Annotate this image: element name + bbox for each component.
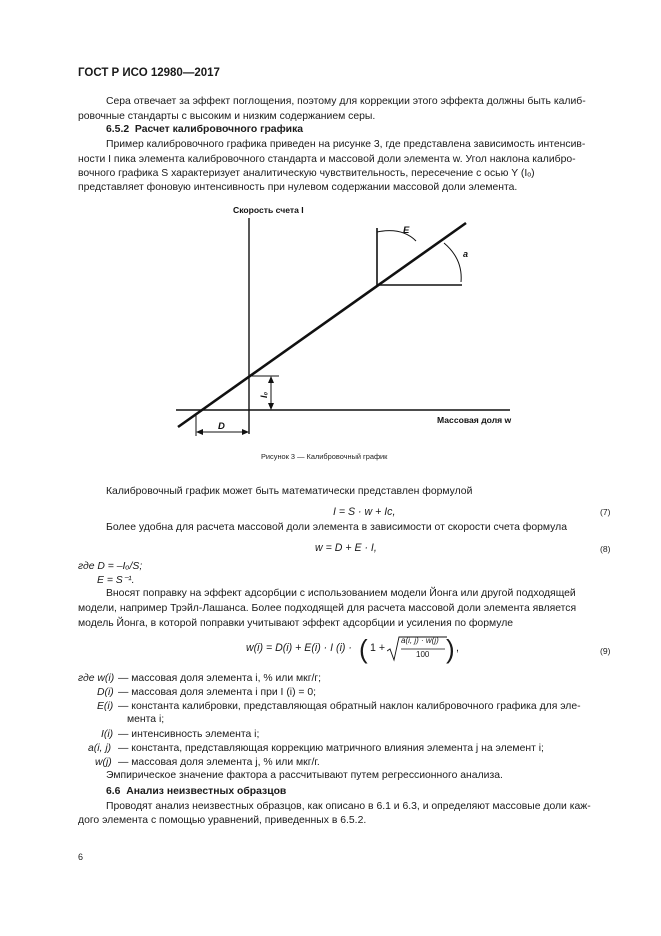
figure-caption: Рисунок 3 — Калибровочный график xyxy=(261,452,388,461)
definition-symbol: где w(i) xyxy=(78,673,115,684)
paragraph-line: Более удобна для расчета массовой доли элемента в зависимости от скорости счета формула xyxy=(106,522,567,533)
eq9-comma: , xyxy=(456,642,459,654)
section-number: 6.6 xyxy=(106,786,121,797)
paragraph-line: представляет фоновую интенсивность при нулевом содержании массовой доли элемента. xyxy=(78,182,518,193)
section-number: 6.5.2 xyxy=(106,124,130,135)
paragraph-line: модель Йонга, в которой поправки учитывают эффект адсорбции и усиления по формуле xyxy=(78,618,514,629)
definition-symbol: w(j) xyxy=(95,757,112,768)
paragraph-line: ровочные стандарты с высоким и низким содержанием серы. xyxy=(78,111,376,122)
eq9-lhs: w(i) = D(i) + E(i) · I (i) · xyxy=(246,642,352,654)
section-title: Анализ неизвестных образцов xyxy=(126,786,287,797)
paragraph-line: дого элемента с помощью уравнений, приведенных в 6.5.2. xyxy=(78,815,367,826)
arc-a xyxy=(444,243,461,282)
paragraph-line: модели, например Трэйл-Лашанса. Более подходящей для расчета массовой доли элемента является xyxy=(78,603,577,614)
document-header: ГОСТ Р ИСО 12980—2017 xyxy=(78,67,220,79)
page-number: 6 xyxy=(78,852,84,862)
equation-7-number: (7) xyxy=(600,507,611,517)
where-e: E = S⁻¹. xyxy=(97,575,135,586)
definition-text: — константа калибровки, представляющая обратный наклон калибровочного графика для эле- xyxy=(118,701,581,712)
equation-9 xyxy=(246,634,606,664)
equation-8: w = D + E · I, xyxy=(315,542,377,554)
eq9-numerator: a(i, j) · w(j) xyxy=(401,636,439,645)
definition-symbol: E(i) xyxy=(97,701,114,712)
eq9-one: 1 + xyxy=(370,642,386,654)
equation-7: I = S · w + Ic, xyxy=(333,506,396,518)
paragraph-line: Сера отвечает за эффект поглощения, поэтому для коррекции этого эффекта должны быть калиб- xyxy=(106,96,586,107)
definition-symbol: I(i) xyxy=(101,729,114,740)
paragraph-line: Вносят поправку на эффект адсорбции с использованием модели Йонга или другой подходящей xyxy=(106,588,576,599)
eq9-bracket-right: ) xyxy=(446,634,455,664)
paragraph-line: вочного графика S характеризует аналитическую чувствительность, пересечение с осью Y (Iₒ) xyxy=(78,168,535,179)
paragraph-line: Проводят анализ неизвестных образцов, как описано в 6.1 и 6.3, и определяют массовые доли каж- xyxy=(106,801,591,812)
section-heading-6-6 xyxy=(106,786,286,797)
eq9-bracket-left: ( xyxy=(359,634,368,664)
definition-symbol: a(i, j) xyxy=(88,743,112,754)
definition-text: — константа, представляющая коррекцию матричного влияния элемента j на элемент i; xyxy=(118,743,544,754)
eq9-denominator: 100 xyxy=(416,650,430,659)
i0-arrow-bottom xyxy=(268,403,274,410)
i0-arrow-top xyxy=(268,376,274,383)
paragraph-line: Калибровочный график может быть математически представлен формулой xyxy=(106,486,473,497)
x-axis-label: Массовая доля w xyxy=(437,415,512,425)
d-arrow-right xyxy=(242,429,249,435)
definition-text: — массовая доля элемента j, % или мкг/г. xyxy=(118,757,320,768)
calibration-line xyxy=(178,223,469,427)
y-axis-label: Скорость счета I xyxy=(233,205,304,215)
definition-text: — массовая доля элемента i при I (i) = 0; xyxy=(118,687,317,698)
definition-text: — интенсивность элемента i; xyxy=(118,729,260,740)
where-d: где D = –Iₒ/S; xyxy=(78,561,143,572)
paragraph-line: Эмпирическое значение фактора a рассчитывают путем регрессионного анализа. xyxy=(106,770,503,781)
d-arrow-left xyxy=(196,429,203,435)
arc-E xyxy=(377,231,416,241)
paragraph-line: ности I пика элемента калибровочного стандарта и массовой доли элемента w. Угол наклона калибро- xyxy=(78,154,576,165)
definition-text: мента i; xyxy=(127,714,165,725)
label-I0: I₀ xyxy=(259,391,269,398)
equation-9-number: (9) xyxy=(600,646,611,656)
equation-8-number: (8) xyxy=(600,544,611,554)
label-D: D xyxy=(218,421,225,432)
label-a: a xyxy=(463,249,469,259)
definition-symbol: D(i) xyxy=(97,687,114,698)
paragraph-line: Пример калибровочного графика приведен на рисунке 3, где представлена зависимость интенсив- xyxy=(106,139,586,150)
section-title: Расчет калибровочного графика xyxy=(134,124,304,135)
label-E: E xyxy=(403,225,410,236)
definition-text: — массовая доля элемента i, % или мкг/г; xyxy=(118,673,322,684)
